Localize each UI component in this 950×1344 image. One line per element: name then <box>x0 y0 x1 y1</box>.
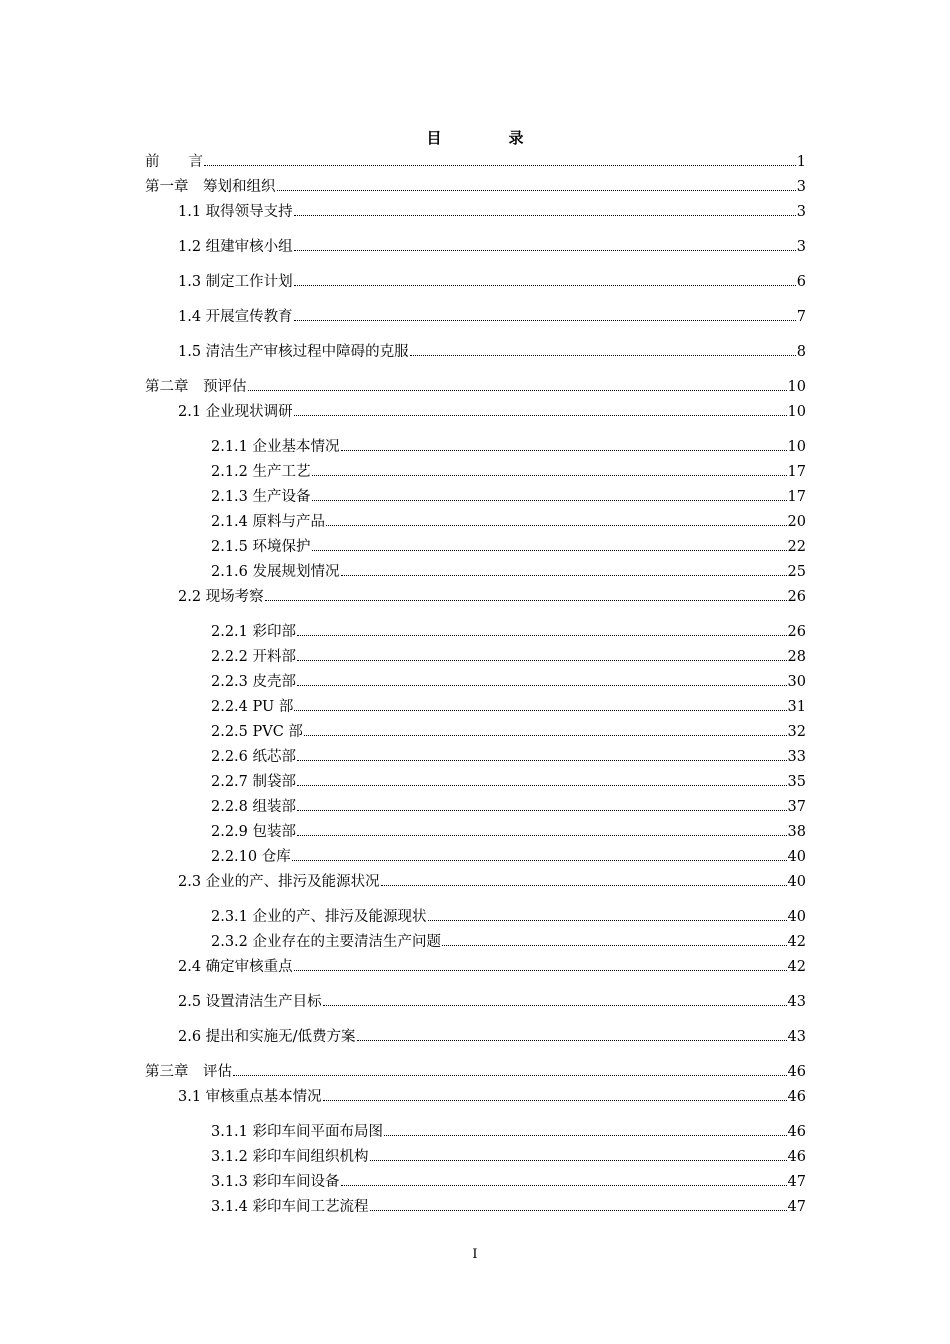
toc-entry-label: 2.2.5 PVC 部 <box>211 724 303 740</box>
dot-leader <box>341 450 787 451</box>
toc-entry-label: 2.2.6 纸芯部 <box>211 749 297 765</box>
toc-entry-page: 40 <box>787 909 806 925</box>
toc-entry[interactable] <box>178 993 806 1011</box>
toc-title: 目 录 <box>426 129 550 147</box>
toc-entry-page: 31 <box>787 699 806 715</box>
toc-entry[interactable] <box>211 933 806 951</box>
toc-entry[interactable] <box>211 1123 806 1141</box>
toc-entry[interactable] <box>178 308 806 326</box>
dot-leader <box>312 500 787 501</box>
toc-entry[interactable] <box>178 588 806 606</box>
dot-leader <box>294 710 786 711</box>
toc-entry[interactable] <box>211 1198 806 1216</box>
dot-leader <box>428 920 787 921</box>
toc-entry[interactable] <box>178 343 806 361</box>
dot-leader <box>297 685 787 686</box>
toc-entry-page: 30 <box>787 674 806 690</box>
toc-entry-label: 2.2.10 仓库 <box>211 849 291 865</box>
toc-entry-label: 2.1.4 原料与产品 <box>211 514 326 530</box>
toc-entry-page: 46 <box>787 1064 806 1080</box>
toc-entry[interactable] <box>211 1173 806 1191</box>
toc-entry-page: 46 <box>787 1124 806 1140</box>
toc-entry-page: 20 <box>787 514 806 530</box>
toc-entry[interactable] <box>211 698 806 716</box>
toc-entry-label: 3.1.4 彩印车间工艺流程 <box>211 1199 369 1215</box>
toc-entry-label: 2.1.3 生产设备 <box>211 489 311 505</box>
toc-entry-label: 1.3 制定工作计划 <box>178 274 293 290</box>
toc-entry-page: 40 <box>787 874 806 890</box>
toc-entry[interactable] <box>211 723 806 741</box>
toc-entry-page: 46 <box>787 1089 806 1105</box>
toc-entry-label: 2.5 设置清洁生产目标 <box>178 994 322 1010</box>
toc-entry[interactable] <box>211 673 806 691</box>
toc-entry-page: 32 <box>787 724 806 740</box>
toc-entry-page: 33 <box>787 749 806 765</box>
toc-entry[interactable] <box>211 463 806 481</box>
dot-leader <box>294 215 796 216</box>
toc-entry-label: 1.5 清洁生产审核过程中障碍的克服 <box>178 344 409 360</box>
dot-leader <box>204 165 796 166</box>
toc-entry-label: 3.1 审核重点基本情况 <box>178 1089 322 1105</box>
toc-entry-page: 40 <box>787 849 806 865</box>
toc-entry-label: 1.1 取得领导支持 <box>178 204 293 220</box>
toc-entry[interactable] <box>211 823 806 841</box>
toc-entry[interactable] <box>145 1063 806 1081</box>
toc-entry-page: 42 <box>787 934 806 950</box>
toc-entry-label: 2.3.2 企业存在的主要清洁生产问题 <box>211 934 442 950</box>
toc-entry-label: 2.2.4 PU 部 <box>211 699 294 715</box>
dot-leader <box>410 355 796 356</box>
toc-entry-label: 2.2.9 包装部 <box>211 824 297 840</box>
toc-entry-label: 2.2 现场考察 <box>178 589 264 605</box>
dot-leader <box>312 475 787 476</box>
toc-entry[interactable] <box>178 958 806 976</box>
toc-entry-label: 2.1.1 企业基本情况 <box>211 439 340 455</box>
toc-entry[interactable] <box>211 798 806 816</box>
dot-leader <box>323 1100 787 1101</box>
toc-entry[interactable] <box>211 438 806 456</box>
toc-entry[interactable] <box>178 403 806 421</box>
dot-leader <box>304 735 787 736</box>
toc-entry-label: 2.2.2 开料部 <box>211 649 297 665</box>
toc-entry[interactable] <box>178 273 806 291</box>
toc-entry[interactable] <box>178 873 806 891</box>
toc-entry-page: 47 <box>787 1199 806 1215</box>
toc-entry-page: 17 <box>787 489 806 505</box>
dot-leader <box>294 250 796 251</box>
toc-entry[interactable] <box>211 488 806 506</box>
toc-entry[interactable] <box>211 848 806 866</box>
toc-entry[interactable] <box>211 748 806 766</box>
toc-entry-page: 7 <box>796 309 806 325</box>
dot-leader <box>233 1075 787 1076</box>
toc-entry-label: 2.1 企业现状调研 <box>178 404 293 420</box>
dot-leader <box>297 635 787 636</box>
dot-leader <box>442 945 787 946</box>
dot-leader <box>384 1135 787 1136</box>
toc-entry[interactable] <box>211 538 806 556</box>
toc-entry-label: 2.2.8 组装部 <box>211 799 297 815</box>
toc-entry-page: 35 <box>787 774 806 790</box>
dot-leader <box>294 970 787 971</box>
toc-entry-page: 42 <box>787 959 806 975</box>
toc-entry-page: 10 <box>787 439 806 455</box>
toc-entry-page: 22 <box>787 539 806 555</box>
dot-leader <box>312 550 787 551</box>
toc-entry-label: 2.1.5 环境保护 <box>211 539 311 555</box>
toc-entry[interactable] <box>211 623 806 641</box>
toc-entry-label: 2.1.2 生产工艺 <box>211 464 311 480</box>
dot-leader <box>297 785 787 786</box>
toc-entry-label: 前 言 <box>145 154 203 170</box>
toc-entry-page: 26 <box>787 624 806 640</box>
dot-leader <box>341 1185 787 1186</box>
toc-entry[interactable] <box>178 238 806 256</box>
toc-entry[interactable] <box>178 1088 806 1106</box>
toc-entry[interactable] <box>178 203 806 221</box>
dot-leader <box>294 415 787 416</box>
toc-entry-page: 6 <box>796 274 806 290</box>
dot-leader <box>381 885 787 886</box>
dot-leader <box>265 600 787 601</box>
dot-leader <box>248 390 787 391</box>
toc-entry-label: 2.3 企业的产、排污及能源状况 <box>178 874 380 890</box>
toc-entry-page: 26 <box>787 589 806 605</box>
dot-leader <box>297 835 787 836</box>
dot-leader <box>370 1160 787 1161</box>
toc-entry-label: 2.3.1 企业的产、排污及能源现状 <box>211 909 427 925</box>
dot-leader <box>357 1040 787 1041</box>
toc-entry[interactable] <box>211 563 806 581</box>
toc-entry-page: 3 <box>796 239 806 255</box>
toc-entry-page: 8 <box>796 344 806 360</box>
dot-leader <box>297 660 787 661</box>
toc-entry[interactable] <box>145 178 806 196</box>
toc-entry-page: 1 <box>796 154 806 170</box>
dot-leader <box>294 320 796 321</box>
toc-entry[interactable] <box>145 378 806 396</box>
dot-leader <box>277 190 796 191</box>
toc-entry-label: 第二章 预评估 <box>145 379 247 395</box>
toc-entry-label: 2.1.6 发展规划情况 <box>211 564 340 580</box>
toc-entry-label: 第一章 筹划和组织 <box>145 179 276 195</box>
toc-entry[interactable] <box>211 1148 806 1166</box>
toc-entry-page: 25 <box>787 564 806 580</box>
page-number: I <box>472 1247 478 1262</box>
toc-entry-page: 37 <box>787 799 806 815</box>
toc-entry-page: 46 <box>787 1149 806 1165</box>
toc-entry-label: 3.1.3 彩印车间设备 <box>211 1174 340 1190</box>
dot-leader <box>326 525 787 526</box>
toc-entry-label: 1.2 组建审核小组 <box>178 239 293 255</box>
dot-leader <box>297 760 787 761</box>
dot-leader <box>297 810 787 811</box>
toc-entry[interactable] <box>211 513 806 531</box>
toc-entry-page: 38 <box>787 824 806 840</box>
toc-entry-page: 3 <box>796 204 806 220</box>
toc-entry[interactable] <box>211 908 806 926</box>
toc-entry-page: 3 <box>796 179 806 195</box>
toc-entry-page: 43 <box>787 994 806 1010</box>
toc-entry-page: 43 <box>787 1029 806 1045</box>
dot-leader <box>292 860 787 861</box>
toc-entry-page: 10 <box>787 404 806 420</box>
dot-leader <box>294 285 796 286</box>
toc-entry-label: 3.1.1 彩印车间平面布局图 <box>211 1124 384 1140</box>
toc-entry[interactable] <box>211 648 806 666</box>
dot-leader <box>370 1210 787 1211</box>
toc-entry-page: 17 <box>787 464 806 480</box>
toc-entry-label: 1.4 开展宣传教育 <box>178 309 293 325</box>
toc-entry-label: 第三章 评估 <box>145 1064 232 1080</box>
toc-entry[interactable] <box>211 773 806 791</box>
toc-entry-label: 2.6 提出和实施无/低费方案 <box>178 1029 356 1045</box>
toc-entry-label: 2.2.3 皮壳部 <box>211 674 297 690</box>
toc-entry-label: 2.2.1 彩印部 <box>211 624 297 640</box>
toc-entry[interactable] <box>145 153 806 171</box>
toc-entry-page: 47 <box>787 1174 806 1190</box>
toc-entry-label: 2.4 确定审核重点 <box>178 959 293 975</box>
toc-entry-page: 28 <box>787 649 806 665</box>
toc-entry-label: 3.1.2 彩印车间组织机构 <box>211 1149 369 1165</box>
toc-entry-page: 10 <box>787 379 806 395</box>
toc-entry[interactable] <box>178 1028 806 1046</box>
dot-leader <box>323 1005 787 1006</box>
dot-leader <box>341 575 787 576</box>
toc-entry-label: 2.2.7 制袋部 <box>211 774 297 790</box>
